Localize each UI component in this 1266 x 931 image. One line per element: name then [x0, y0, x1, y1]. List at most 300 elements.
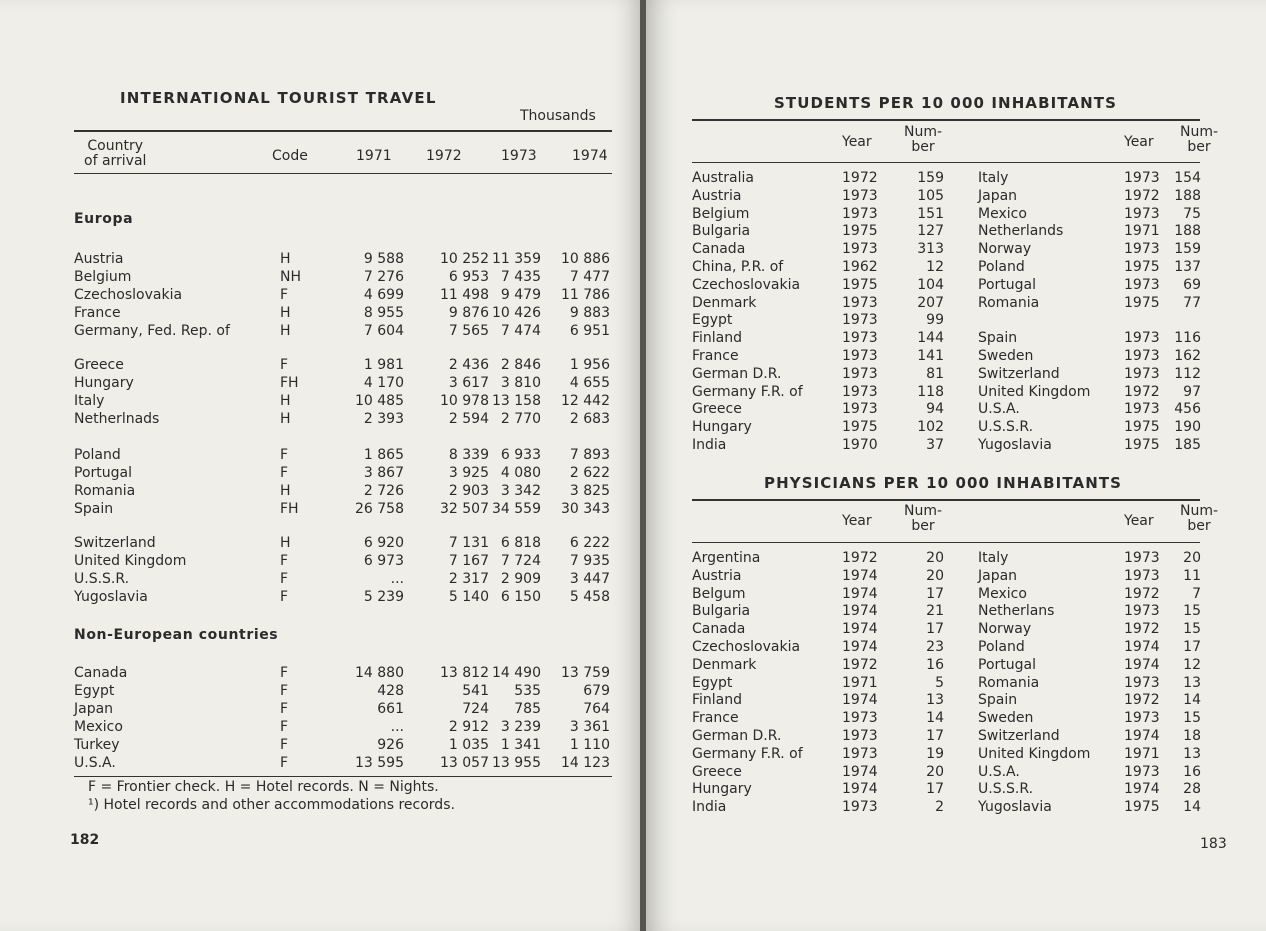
number-cell-2: 190: [1174, 419, 1201, 436]
country-cell-2: Portugal: [978, 656, 1036, 673]
number-cell: 94: [926, 401, 944, 418]
value-1973-cell: 3 342: [500, 483, 541, 499]
year-cell: 1973: [842, 710, 878, 727]
country-cell: Czechoslovakia: [692, 276, 801, 293]
country-cell: Egypt: [74, 683, 115, 699]
value-1972-cell: 541: [462, 683, 489, 699]
number-cell: 151: [917, 205, 944, 222]
value-1973-cell: 14 490: [492, 665, 541, 681]
country-cell-2: Japan: [978, 567, 1018, 584]
table-row: [646, 709, 1266, 727]
table-row: [646, 222, 1266, 240]
year-cell: 1973: [842, 799, 878, 816]
year-cell: 1974: [842, 692, 878, 709]
number-cell: 20: [926, 550, 944, 566]
value-1974-cell: 5 458: [569, 589, 610, 605]
table-row: [646, 347, 1266, 365]
year-cell: 1972: [842, 170, 878, 186]
year-cell: 1974: [842, 763, 878, 780]
number-cell: 118: [917, 383, 944, 400]
year-cell-2: 1974: [1124, 781, 1160, 798]
value-1971-cell: 1 981: [363, 357, 404, 373]
value-1973-cell: 7 435: [500, 269, 541, 285]
value-1972-cell: 10 252: [440, 251, 489, 267]
year-cell: 1973: [842, 205, 878, 222]
value-1974-cell: 3 361: [569, 719, 610, 735]
value-1972-cell: 10 978: [440, 393, 489, 409]
number-cell: 20: [926, 763, 944, 780]
country-cell: Spain: [74, 501, 114, 517]
country-cell-2: Yugoslavia: [978, 437, 1052, 453]
year-cell: 1975: [842, 419, 878, 436]
country-cell: India: [692, 799, 727, 816]
value-1974-cell: 13 759: [561, 665, 610, 681]
code-cell: F: [280, 737, 289, 753]
country-cell-2: Portugal: [978, 276, 1036, 293]
students-number-header-2-l1: Num-: [1180, 124, 1219, 140]
country-cell: Yugoslavia: [74, 589, 148, 605]
country-cell: Turkey: [74, 737, 120, 753]
number-cell: 102: [917, 419, 944, 436]
year-cell-2: 1973: [1124, 205, 1160, 222]
value-1973-cell: 7 474: [500, 323, 541, 339]
value-1972-cell: 724: [462, 701, 489, 717]
year-cell-2: 1973: [1124, 170, 1160, 186]
value-1972-cell: 7 167: [448, 553, 489, 569]
physicians-title: PHYSICIANS PER 10 000 INHABITANTS: [764, 474, 1123, 492]
table-row: [646, 798, 1266, 816]
year-cell-2: 1971: [1124, 745, 1160, 762]
country-cell: Egypt: [692, 312, 733, 329]
country-cell: Australia: [692, 170, 754, 186]
country-cell-2: United Kingdom: [978, 383, 1091, 400]
section-europe: Europa: [74, 211, 134, 227]
country-cell: Greece: [74, 357, 124, 373]
students-number-header-2: [1180, 125, 1218, 155]
country-cell-2: Norway: [978, 621, 1032, 638]
physicians-year-header: Year: [842, 513, 872, 529]
number-cell: 17: [926, 728, 944, 744]
country-cell: Belgium: [692, 205, 750, 222]
country-header-line1: Country: [87, 138, 144, 154]
country-cell: Finland: [692, 330, 743, 347]
value-1971-cell: 6 920: [363, 535, 404, 551]
country-cell: Mexico: [74, 719, 123, 735]
value-1974-cell: 11 786: [561, 287, 610, 303]
number-cell: 21: [926, 603, 944, 620]
number-cell: 37: [926, 437, 944, 453]
physicians-number-header-2: [1180, 504, 1218, 534]
number-cell-2: 28: [1183, 781, 1201, 798]
number-cell: 99: [926, 312, 944, 329]
value-1972-cell: 3 925: [448, 465, 489, 481]
code-cell: F: [280, 719, 289, 735]
value-1974-cell: 764: [583, 701, 610, 717]
country-cell: Canada: [74, 665, 128, 681]
country-header-line2: of arrival: [84, 153, 147, 169]
year-cell: 1973: [842, 312, 878, 329]
number-cell-2: 16: [1183, 763, 1201, 780]
value-1972-cell: 2 912: [448, 719, 489, 735]
year-cell: 1974: [842, 567, 878, 584]
country-cell-2: Netherlans: [978, 603, 1055, 620]
value-1972-cell: 2 317: [448, 571, 489, 587]
footnote-rule: [74, 776, 612, 777]
country-cell-2: Sweden: [978, 710, 1034, 727]
year-cell: 1973: [842, 348, 878, 364]
code-cell: F: [280, 571, 289, 587]
number-cell-2: 185: [1174, 437, 1201, 453]
table-row: [646, 691, 1266, 709]
value-1971-cell: 926: [377, 737, 404, 753]
country-cell-2: Switzerland: [978, 365, 1060, 382]
country-cell-2: Sweden: [978, 348, 1034, 364]
year-1972-header: 1972: [426, 148, 462, 164]
code-header: Code: [272, 148, 308, 164]
number-cell-2: 13: [1183, 674, 1201, 691]
header-top-rule: [74, 130, 612, 132]
value-1971-cell: 2 726: [363, 483, 404, 499]
country-cell-2: Spain: [978, 330, 1018, 347]
year-cell-2: 1973: [1124, 365, 1160, 382]
year-cell-2: 1971: [1124, 223, 1160, 240]
year-cell-2: 1975: [1124, 799, 1160, 816]
number-cell-2: 116: [1174, 330, 1201, 347]
year-cell: 1975: [842, 223, 878, 240]
country-cell: Italy: [74, 393, 105, 409]
value-1973-cell: 9 479: [500, 287, 541, 303]
country-cell-2: U.S.A.: [978, 763, 1020, 780]
year-cell: 1973: [842, 330, 878, 347]
value-1971-cell: 428: [377, 683, 404, 699]
year-cell: 1970: [842, 437, 878, 453]
country-cell: Belgium: [74, 269, 132, 285]
code-cell: F: [280, 465, 289, 481]
number-cell-2: 14: [1183, 692, 1201, 709]
table-row: [0, 664, 640, 682]
value-1973-cell: 785: [514, 701, 541, 717]
country-cell: German D.R.: [692, 365, 782, 382]
country-cell-2: U.S.S.R.: [978, 781, 1034, 798]
year-cell-2: 1972: [1124, 621, 1160, 638]
number-cell: 81: [926, 365, 944, 382]
year-cell-2: 1973: [1124, 603, 1160, 620]
table-row: [646, 780, 1266, 798]
value-1971-cell: 26 758: [355, 501, 404, 517]
table-row: [0, 570, 640, 588]
code-cell: F: [280, 357, 289, 373]
year-cell: 1973: [842, 365, 878, 382]
value-1972-cell: 3 617: [448, 375, 489, 391]
value-1971-cell: ...: [390, 571, 404, 587]
year-cell: 1973: [842, 241, 878, 258]
country-cell-2: Poland: [978, 639, 1025, 655]
value-1972-cell: 13 057: [440, 755, 489, 771]
country-cell: Egypt: [692, 674, 733, 691]
value-1974-cell: 12 442: [561, 393, 610, 409]
value-1971-cell: ...: [390, 719, 404, 735]
physicians-number-header-2-l1: Num-: [1180, 503, 1219, 519]
country-cell: Canada: [692, 621, 746, 638]
country-cell: German D.R.: [692, 728, 782, 744]
number-cell-2: 11: [1183, 567, 1201, 584]
year-cell: 1974: [842, 585, 878, 602]
country-cell: Bulgaria: [692, 223, 751, 240]
table-row: [646, 549, 1266, 567]
value-1974-cell: 1 956: [569, 357, 610, 373]
year-cell: 1975: [842, 276, 878, 293]
value-1972-cell: 2 594: [448, 411, 489, 427]
year-cell: 1973: [842, 383, 878, 400]
table-row: [0, 464, 640, 482]
table-row: [0, 736, 640, 754]
value-1973-cell: 6 933: [500, 447, 541, 463]
number-cell: 20: [926, 567, 944, 584]
table-row: [646, 763, 1266, 781]
table-row: [646, 418, 1266, 436]
value-1973-cell: 3 239: [500, 719, 541, 735]
table-row: [0, 682, 640, 700]
country-cell-2: Poland: [978, 259, 1025, 275]
number-cell: 12: [926, 259, 944, 275]
country-cell-2: Spain: [978, 692, 1018, 709]
value-1974-cell: 1 110: [569, 737, 610, 753]
country-cell: Canada: [692, 241, 746, 258]
number-cell-2: 15: [1183, 710, 1201, 727]
number-cell-2: 188: [1174, 187, 1201, 204]
number-cell-2: 14: [1183, 799, 1201, 816]
number-cell: 16: [926, 656, 944, 673]
table-row: [0, 374, 640, 392]
country-cell: Bulgaria: [692, 603, 751, 620]
value-1974-cell: 14 123: [561, 755, 610, 771]
physicians-number-header: [904, 504, 942, 534]
physicians-top-rule: [692, 499, 1200, 501]
country-cell-2: Italy: [978, 170, 1009, 186]
value-1972-cell: 1 035: [448, 737, 489, 753]
section-non-european: Non-European countries: [74, 627, 279, 643]
value-1973-cell: 4 080: [500, 465, 541, 481]
value-1974-cell: 9 883: [569, 305, 610, 321]
number-cell: 207: [917, 294, 944, 311]
country-cell-2: Netherlands: [978, 223, 1064, 240]
country-cell: Argentina: [692, 550, 761, 566]
students-top-rule: [692, 119, 1200, 121]
table-row: [646, 258, 1266, 276]
number-cell: 5: [935, 674, 944, 691]
value-1973-cell: 3 810: [500, 375, 541, 391]
table-row: [646, 585, 1266, 603]
country-cell-2: United Kingdom: [978, 745, 1091, 762]
country-cell: Poland: [74, 447, 121, 463]
year-cell-2: 1975: [1124, 437, 1160, 453]
table-row: [646, 294, 1266, 312]
value-1974-cell: 3 825: [569, 483, 610, 499]
code-cell: NH: [280, 269, 301, 285]
country-cell-2: Switzerland: [978, 728, 1060, 744]
value-1972-cell: 8 339: [448, 447, 489, 463]
table-row: [0, 700, 640, 718]
number-cell: 105: [917, 187, 944, 204]
students-year-header: Year: [842, 134, 872, 150]
year-cell: 1973: [842, 294, 878, 311]
year-cell-2: 1973: [1124, 763, 1160, 780]
value-1972-cell: 13 812: [440, 665, 489, 681]
table-row: [0, 588, 640, 606]
value-1973-cell: 2 846: [500, 357, 541, 373]
table-row: [646, 311, 1266, 329]
code-cell: H: [280, 393, 291, 409]
country-cell-2: Romania: [978, 674, 1040, 691]
value-1972-cell: 7 565: [448, 323, 489, 339]
students-number-header-l2: ber: [911, 139, 935, 155]
year-cell: 1974: [842, 603, 878, 620]
number-cell: 17: [926, 585, 944, 602]
value-1973-cell: 34 559: [492, 501, 541, 517]
table-row: [0, 356, 640, 374]
code-cell: F: [280, 665, 289, 681]
number-cell-2: 112: [1174, 365, 1201, 382]
value-1974-cell: 7 935: [569, 553, 610, 569]
value-1973-cell: 7 724: [500, 553, 541, 569]
table-row: [0, 268, 640, 286]
year-1974-header: 1974: [572, 148, 608, 164]
value-1974-cell: 3 447: [569, 571, 610, 587]
value-1972-cell: 2 903: [448, 483, 489, 499]
year-cell: 1973: [842, 728, 878, 744]
number-cell-2: 137: [1174, 259, 1201, 275]
number-cell-2: 7: [1192, 585, 1201, 602]
value-1971-cell: 2 393: [363, 411, 404, 427]
table-row: [646, 674, 1266, 692]
table-row: [646, 567, 1266, 585]
value-1974-cell: 6 222: [569, 535, 610, 551]
country-cell: Czechoslovakia: [692, 639, 801, 655]
country-cell: Denmark: [692, 294, 757, 311]
number-cell-2: 77: [1183, 294, 1201, 311]
value-1972-cell: 2 436: [448, 357, 489, 373]
year-cell-2: 1973: [1124, 674, 1160, 691]
value-1973-cell: 2 770: [500, 411, 541, 427]
table-row: [646, 276, 1266, 294]
country-cell-2: Mexico: [978, 585, 1027, 602]
physicians-number-header-l2: ber: [911, 518, 935, 534]
value-1974-cell: 10 886: [561, 251, 610, 267]
year-cell-2: 1972: [1124, 585, 1160, 602]
table-row: [646, 205, 1266, 223]
table-row: [646, 329, 1266, 347]
code-cell: F: [280, 589, 289, 605]
country-cell: Netherlnads: [74, 411, 160, 427]
country-cell: Germany, Fed. Rep. of: [74, 323, 230, 339]
country-cell-2: U.S.S.R.: [978, 419, 1034, 436]
value-1972-cell: 32 507: [440, 501, 489, 517]
number-cell-2: 162: [1174, 348, 1201, 364]
table-row: [0, 250, 640, 268]
country-cell-2: Romania: [978, 294, 1040, 311]
table-row: [646, 169, 1266, 187]
table-row: [646, 365, 1266, 383]
value-1971-cell: 7 276: [363, 269, 404, 285]
value-1972-cell: 5 140: [448, 589, 489, 605]
country-cell: Hungary: [692, 419, 752, 436]
table-row: [646, 400, 1266, 418]
country-cell-2: Japan: [978, 187, 1018, 204]
country-cell: Portugal: [74, 465, 132, 481]
table-row: [646, 602, 1266, 620]
header-bottom-rule: [74, 173, 612, 174]
year-cell: 1962: [842, 259, 878, 275]
value-1972-cell: 9 876: [448, 305, 489, 321]
country-cell: France: [692, 710, 739, 727]
number-cell: 313: [917, 241, 944, 258]
country-cell: Czechoslovakia: [74, 287, 183, 303]
code-cell: FH: [280, 501, 299, 517]
right-page: [646, 0, 1266, 931]
year-cell: 1972: [842, 656, 878, 673]
number-cell-2: 12: [1183, 656, 1201, 673]
table-row: [0, 718, 640, 736]
number-cell: 141: [917, 348, 944, 364]
unit-label: Thousands: [520, 108, 596, 124]
value-1971-cell: 4 170: [363, 375, 404, 391]
footnote-hotel: ¹) Hotel records and other accommodations records.: [88, 797, 455, 813]
number-cell: 19: [926, 745, 944, 762]
number-cell-2: 456: [1174, 401, 1201, 418]
year-cell-2: 1974: [1124, 639, 1160, 655]
year-cell-2: 1975: [1124, 419, 1160, 436]
number-cell-2: 20: [1183, 550, 1201, 566]
table-row: [0, 410, 640, 428]
country-cell: Austria: [692, 187, 742, 204]
country-cell: France: [692, 348, 739, 364]
year-cell: 1974: [842, 639, 878, 655]
physicians-number-header-2-l2: ber: [1187, 518, 1211, 534]
table-row: [646, 656, 1266, 674]
value-1971-cell: 13 595: [355, 755, 404, 771]
table-row: [0, 286, 640, 304]
year-cell: 1972: [842, 550, 878, 566]
students-title: STUDENTS PER 10 000 INHABITANTS: [774, 94, 1118, 112]
value-1973-cell: 6 150: [500, 589, 541, 605]
country-cell: Denmark: [692, 656, 757, 673]
footnote-codes: F = Frontier check. H = Hotel records. N = Nights.: [88, 779, 439, 795]
year-cell-2: 1972: [1124, 383, 1160, 400]
country-cell-2: Yugoslavia: [978, 799, 1052, 816]
value-1974-cell: 2 622: [569, 465, 610, 481]
number-cell-2: 75: [1183, 205, 1201, 222]
country-cell-2: Mexico: [978, 205, 1027, 222]
table-row: [646, 240, 1266, 258]
table-row: [0, 534, 640, 552]
table-row: [0, 552, 640, 570]
country-cell: Germany F.R. of: [692, 745, 803, 762]
code-cell: H: [280, 411, 291, 427]
value-1973-cell: 6 818: [500, 535, 541, 551]
code-cell: F: [280, 683, 289, 699]
year-cell-2: 1973: [1124, 330, 1160, 347]
code-cell: H: [280, 305, 291, 321]
number-cell: 104: [917, 276, 944, 293]
number-cell-2: 97: [1183, 383, 1201, 400]
number-cell-2: 159: [1174, 241, 1201, 258]
year-cell-2: 1972: [1124, 692, 1160, 709]
value-1973-cell: 11 359: [492, 251, 541, 267]
table-row: [646, 383, 1266, 401]
year-cell: 1973: [842, 745, 878, 762]
country-cell: France: [74, 305, 121, 321]
value-1971-cell: 14 880: [355, 665, 404, 681]
